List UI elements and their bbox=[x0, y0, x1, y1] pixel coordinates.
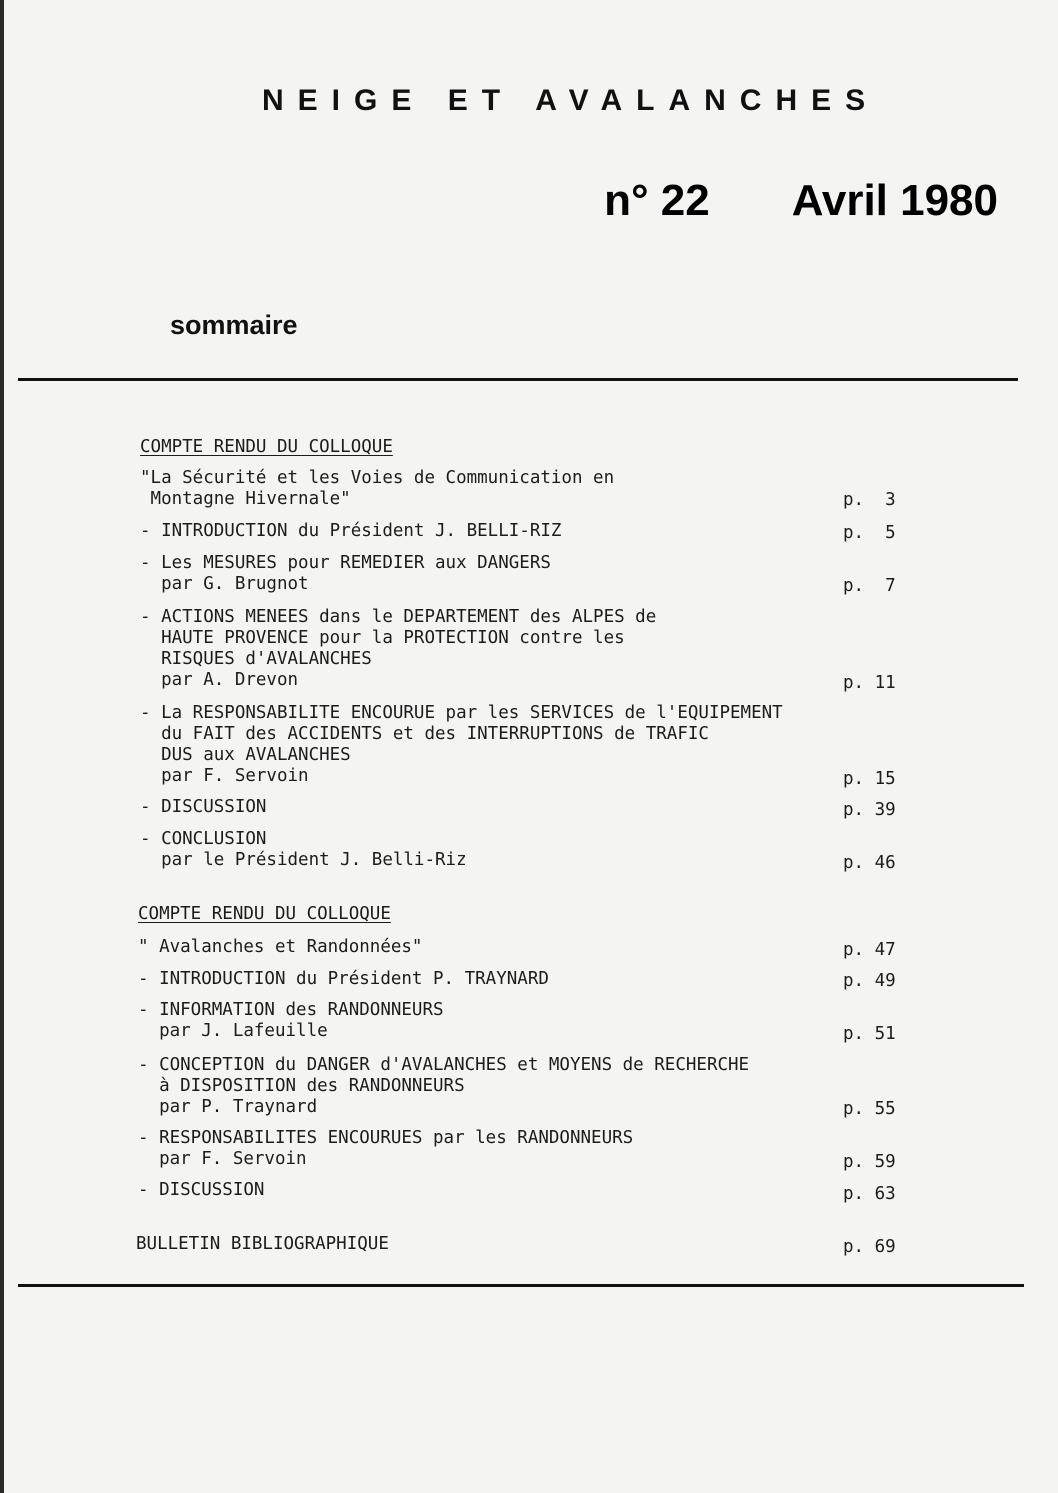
bulletin-label: BULLETIN BIBLIOGRAPHIQUE bbox=[136, 1234, 389, 1254]
toc-page-number: p. 15 bbox=[843, 769, 896, 789]
toc-entry-text: du FAIT des ACCIDENTS et des INTERRUPTIONS de TRAFIC bbox=[140, 724, 709, 744]
toc-entry-text: - La RESPONSABILITE ENCOURUE par les SERVICES de l'EQUIPEMENT bbox=[140, 703, 783, 723]
toc-entry-text: à DISPOSITION des RANDONNEURS bbox=[138, 1076, 465, 1096]
toc-page-number: p. 55 bbox=[843, 1099, 896, 1119]
toc-page-number: p. 39 bbox=[843, 800, 896, 820]
toc-entry-text: " Avalanches et Randonnées" bbox=[138, 937, 423, 957]
page-edge bbox=[0, 0, 4, 1493]
toc-entry-text: par P. Traynard bbox=[138, 1097, 318, 1117]
toc-entry-text: par F. Servoin bbox=[138, 1149, 307, 1169]
toc-entry-text: Montagne Hivernale" bbox=[140, 489, 351, 509]
toc-page-number: p. 5 bbox=[843, 523, 896, 543]
toc-entry-text: RISQUES d'AVALANCHES bbox=[140, 649, 372, 669]
toc-page-number: p. 11 bbox=[843, 673, 896, 693]
toc-entry-text: par le Président J. Belli-Riz bbox=[140, 850, 467, 870]
toc-entry-text: - ACTIONS MENEES dans le DEPARTEMENT des ALPES de bbox=[140, 607, 657, 627]
toc-page-number: p. 69 bbox=[843, 1237, 896, 1257]
contents-title: sommaire bbox=[170, 310, 298, 340]
toc-page-number: p. 7 bbox=[843, 576, 896, 596]
toc-page-number: p. 46 bbox=[843, 853, 896, 873]
toc-entry-text: DUS aux AVALANCHES bbox=[140, 745, 351, 765]
issue-number: n° 22 bbox=[604, 176, 710, 225]
toc-entry-text: - DISCUSSION bbox=[140, 797, 267, 817]
bottom-rule bbox=[18, 1284, 1024, 1287]
issue-date: Avril 1980 bbox=[791, 176, 998, 225]
toc-entry-text: par G. Brugnot bbox=[140, 574, 309, 594]
toc-entry-text: - CONCLUSION bbox=[140, 829, 267, 849]
toc-page-number: p. 49 bbox=[843, 971, 896, 991]
toc-entry-text: par A. Drevon bbox=[140, 670, 299, 690]
toc-entry-text: par F. Servoin bbox=[140, 766, 309, 786]
toc-entry-text: - DISCUSSION bbox=[138, 1180, 265, 1200]
toc-entry-text: - INFORMATION des RANDONNEURS bbox=[138, 1000, 444, 1020]
toc-entry-text: - RESPONSABILITES ENCOURUES par les RANDONNEURS bbox=[138, 1128, 634, 1148]
toc-entry-text: - INTRODUCTION du Président P. TRAYNARD bbox=[138, 969, 549, 989]
toc-entry-text: "La Sécurité et les Voies de Communication en bbox=[140, 468, 615, 488]
section-heading-2: COMPTE RENDU DU COLLOQUE bbox=[138, 904, 391, 924]
toc-entry-text: - CONCEPTION du DANGER d'AVALANCHES et MOYENS de RECHERCHE bbox=[138, 1055, 750, 1075]
section-heading-1: COMPTE RENDU DU COLLOQUE bbox=[140, 437, 393, 457]
toc-entry-text: - Les MESURES pour REMEDIER aux DANGERS bbox=[140, 553, 551, 573]
toc-page-number: p. 3 bbox=[843, 490, 896, 510]
toc-page-number: p. 51 bbox=[843, 1024, 896, 1044]
toc-page-number: p. 63 bbox=[843, 1184, 896, 1204]
toc-entry-text: - INTRODUCTION du Président J. BELLI-RIZ bbox=[140, 521, 562, 541]
toc-entry-text: par J. Lafeuille bbox=[138, 1021, 328, 1041]
toc-page-number: p. 59 bbox=[843, 1152, 896, 1172]
issue-line bbox=[604, 176, 998, 226]
toc-entry-text: HAUTE PROVENCE pour la PROTECTION contre les bbox=[140, 628, 625, 648]
top-rule bbox=[18, 378, 1018, 381]
toc-page-number: p. 47 bbox=[843, 940, 896, 960]
journal-title: NEIGE ET AVALANCHES bbox=[262, 84, 880, 117]
